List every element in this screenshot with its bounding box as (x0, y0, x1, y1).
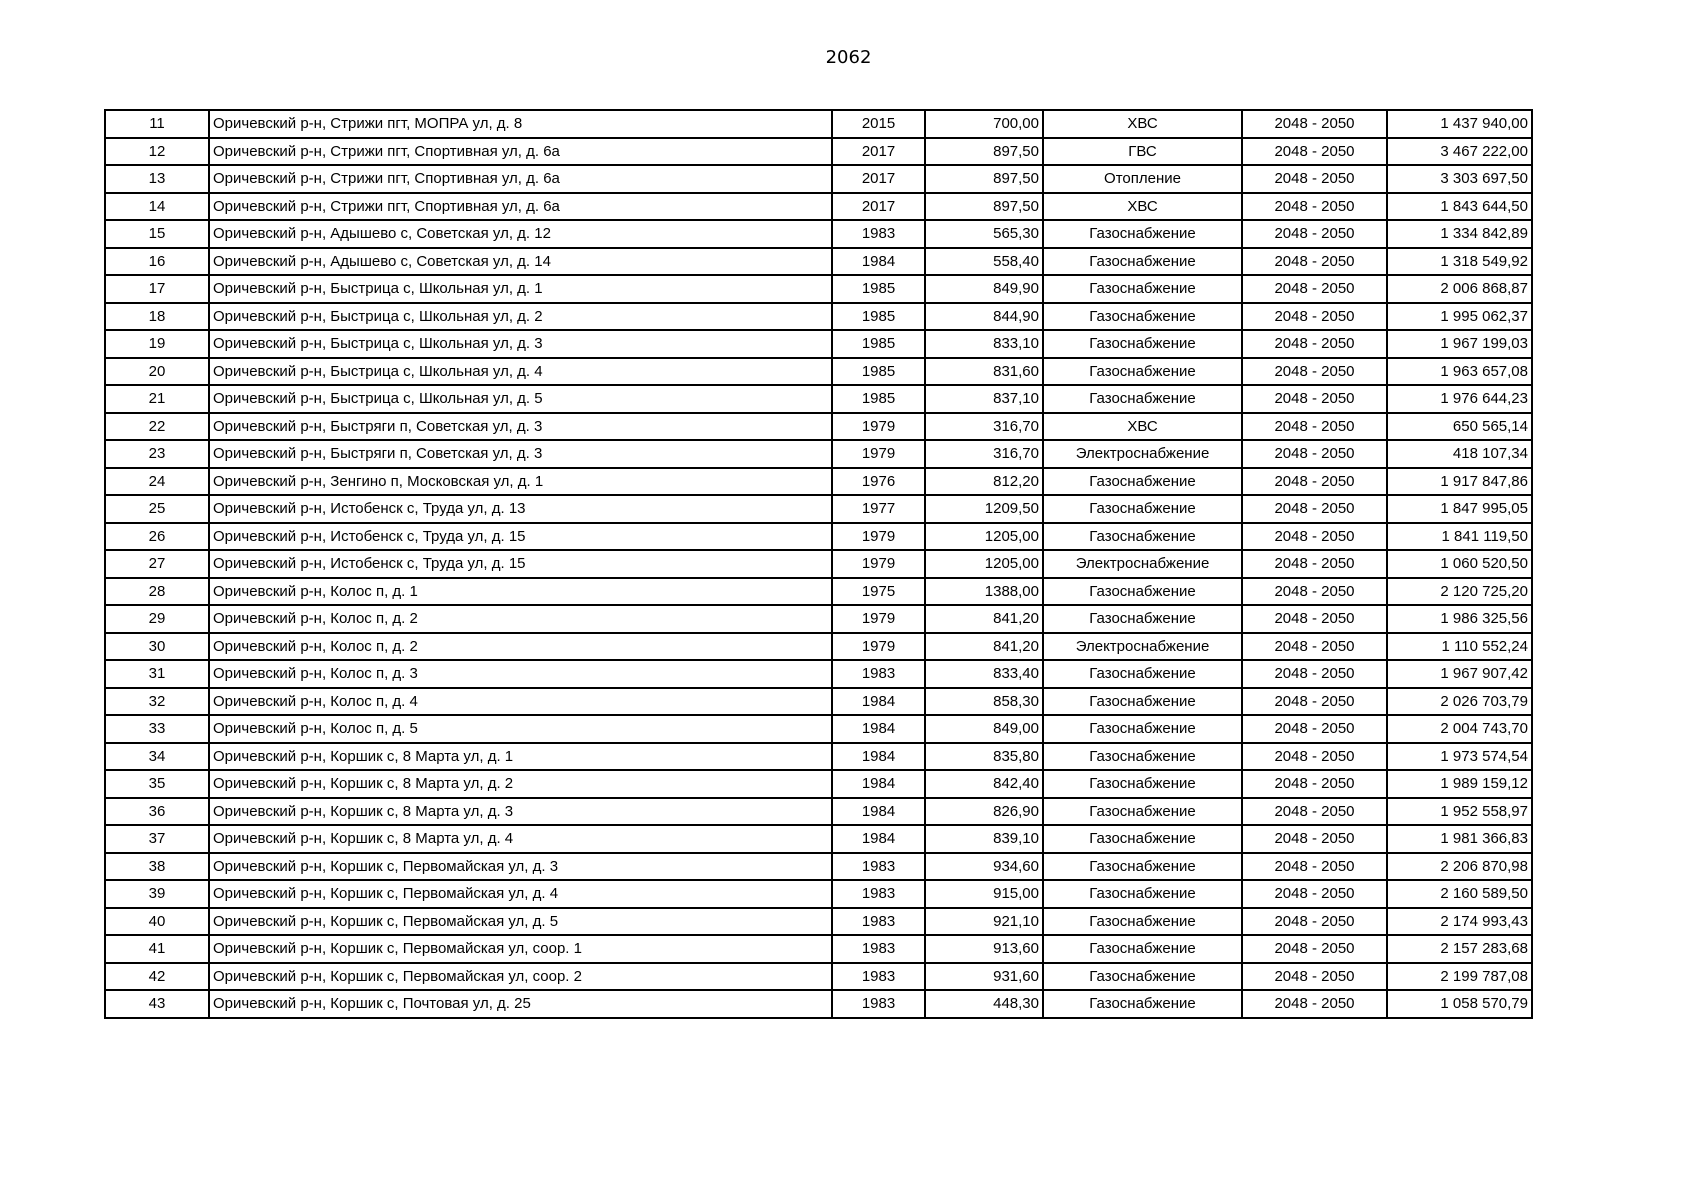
period-cell: 2048 - 2050 (1242, 275, 1387, 303)
area-cell: 700,00 (925, 110, 1043, 138)
table-row (105, 495, 1532, 523)
work-type-cell: Газоснабжение (1043, 743, 1242, 771)
area-cell: 316,70 (925, 440, 1043, 468)
address-cell: Оричевский р-н, Стрижи пгт, Спортивная ул, д. 6а (209, 193, 832, 221)
period-cell: 2048 - 2050 (1242, 935, 1387, 963)
table-row (105, 880, 1532, 908)
cost-cell: 1 058 570,79 (1387, 990, 1532, 1018)
address-cell: Оричевский р-н, Истобенск с, Труда ул, д. 15 (209, 550, 832, 578)
area-cell: 921,10 (925, 908, 1043, 936)
row-number-cell: 13 (105, 165, 209, 193)
period-cell: 2048 - 2050 (1242, 908, 1387, 936)
cost-cell: 1 841 119,50 (1387, 523, 1532, 551)
address-cell: Оричевский р-н, Колос п, д. 1 (209, 578, 832, 606)
row-number-cell: 33 (105, 715, 209, 743)
area-cell: 858,30 (925, 688, 1043, 716)
row-number-cell: 31 (105, 660, 209, 688)
row-number-cell: 28 (105, 578, 209, 606)
area-cell: 841,20 (925, 633, 1043, 661)
work-type-cell: Газоснабжение (1043, 468, 1242, 496)
period-cell: 2048 - 2050 (1242, 715, 1387, 743)
cost-cell: 1 967 199,03 (1387, 330, 1532, 358)
work-type-cell: Газоснабжение (1043, 935, 1242, 963)
address-cell: Оричевский р-н, Адышево с, Советская ул, д. 12 (209, 220, 832, 248)
period-cell: 2048 - 2050 (1242, 880, 1387, 908)
work-type-cell: Газоснабжение (1043, 688, 1242, 716)
work-type-cell: Газоснабжение (1043, 523, 1242, 551)
period-cell: 2048 - 2050 (1242, 193, 1387, 221)
address-cell: Оричевский р-н, Колос п, д. 2 (209, 605, 832, 633)
area-cell: 931,60 (925, 963, 1043, 991)
address-cell: Оричевский р-н, Колос п, д. 5 (209, 715, 832, 743)
address-cell: Оричевский р-н, Коршик с, Первомайская ул, д. 5 (209, 908, 832, 936)
work-type-cell: Газоснабжение (1043, 275, 1242, 303)
cost-cell: 1 976 644,23 (1387, 385, 1532, 413)
work-type-cell: Газоснабжение (1043, 853, 1242, 881)
year-built-cell: 1984 (832, 825, 925, 853)
address-cell: Оричевский р-н, Коршик с, 8 Марта ул, д. 2 (209, 770, 832, 798)
row-number-cell: 12 (105, 138, 209, 166)
table-row (105, 220, 1532, 248)
cost-cell: 2 157 283,68 (1387, 935, 1532, 963)
address-cell: Оричевский р-н, Коршик с, Первомайская ул, соор. 2 (209, 963, 832, 991)
cost-cell: 1 981 366,83 (1387, 825, 1532, 853)
year-built-cell: 2017 (832, 138, 925, 166)
address-cell: Оричевский р-н, Стрижи пгт, Спортивная ул, д. 6а (209, 165, 832, 193)
table-row (105, 358, 1532, 386)
year-built-cell: 1983 (832, 990, 925, 1018)
year-built-cell: 1984 (832, 743, 925, 771)
table-row (105, 935, 1532, 963)
table-row (105, 440, 1532, 468)
area-cell: 849,00 (925, 715, 1043, 743)
address-cell: Оричевский р-н, Коршик с, Первомайская ул, соор. 1 (209, 935, 832, 963)
period-cell: 2048 - 2050 (1242, 605, 1387, 633)
row-number-cell: 23 (105, 440, 209, 468)
year-built-cell: 1984 (832, 248, 925, 276)
cost-cell: 2 026 703,79 (1387, 688, 1532, 716)
row-number-cell: 24 (105, 468, 209, 496)
work-type-cell: Газоснабжение (1043, 330, 1242, 358)
period-cell: 2048 - 2050 (1242, 468, 1387, 496)
period-cell: 2048 - 2050 (1242, 440, 1387, 468)
work-type-cell: Газоснабжение (1043, 660, 1242, 688)
period-cell: 2048 - 2050 (1242, 248, 1387, 276)
year-built-cell: 1984 (832, 798, 925, 826)
work-type-cell: Газоснабжение (1043, 248, 1242, 276)
table-row (105, 165, 1532, 193)
table-row (105, 908, 1532, 936)
table-row (105, 798, 1532, 826)
cost-cell: 1 917 847,86 (1387, 468, 1532, 496)
year-built-cell: 1983 (832, 853, 925, 881)
address-cell: Оричевский р-н, Коршик с, Почтовая ул, д. 25 (209, 990, 832, 1018)
cost-cell: 1 318 549,92 (1387, 248, 1532, 276)
period-cell: 2048 - 2050 (1242, 550, 1387, 578)
address-cell: Оричевский р-н, Колос п, д. 4 (209, 688, 832, 716)
row-number-cell: 42 (105, 963, 209, 991)
area-cell: 897,50 (925, 138, 1043, 166)
period-cell: 2048 - 2050 (1242, 413, 1387, 441)
work-type-cell: Электроснабжение (1043, 550, 1242, 578)
row-number-cell: 15 (105, 220, 209, 248)
table-row (105, 688, 1532, 716)
table-row (105, 578, 1532, 606)
work-type-cell: Газоснабжение (1043, 358, 1242, 386)
area-cell: 897,50 (925, 193, 1043, 221)
cost-cell: 2 174 993,43 (1387, 908, 1532, 936)
table-row (105, 825, 1532, 853)
work-type-cell: Газоснабжение (1043, 880, 1242, 908)
year-built-cell: 1985 (832, 385, 925, 413)
work-type-cell: Газоснабжение (1043, 825, 1242, 853)
row-number-cell: 14 (105, 193, 209, 221)
work-type-cell: Отопление (1043, 165, 1242, 193)
year-built-cell: 1976 (832, 468, 925, 496)
table-row (105, 110, 1532, 138)
row-number-cell: 20 (105, 358, 209, 386)
row-number-cell: 41 (105, 935, 209, 963)
table-row (105, 605, 1532, 633)
table-row (105, 303, 1532, 331)
table-row (105, 770, 1532, 798)
work-type-cell: Газоснабжение (1043, 908, 1242, 936)
address-cell: Оричевский р-н, Быстрица с, Школьная ул, д. 3 (209, 330, 832, 358)
cost-cell: 1 952 558,97 (1387, 798, 1532, 826)
year-built-cell: 1984 (832, 688, 925, 716)
period-cell: 2048 - 2050 (1242, 330, 1387, 358)
table-row (105, 523, 1532, 551)
row-number-cell: 29 (105, 605, 209, 633)
cost-cell: 1 843 644,50 (1387, 193, 1532, 221)
period-cell: 2048 - 2050 (1242, 385, 1387, 413)
work-type-cell: Газоснабжение (1043, 798, 1242, 826)
area-cell: 915,00 (925, 880, 1043, 908)
cost-cell: 1 847 995,05 (1387, 495, 1532, 523)
address-cell: Оричевский р-н, Зенгино п, Московская ул, д. 1 (209, 468, 832, 496)
address-cell: Оричевский р-н, Коршик с, 8 Марта ул, д. 3 (209, 798, 832, 826)
year-built-cell: 2015 (832, 110, 925, 138)
cost-cell: 1 967 907,42 (1387, 660, 1532, 688)
table-row (105, 660, 1532, 688)
year-built-cell: 1975 (832, 578, 925, 606)
table-row (105, 385, 1532, 413)
row-number-cell: 18 (105, 303, 209, 331)
address-cell: Оричевский р-н, Коршик с, 8 Марта ул, д. 1 (209, 743, 832, 771)
cost-cell: 2 120 725,20 (1387, 578, 1532, 606)
cost-cell: 418 107,34 (1387, 440, 1532, 468)
work-type-cell: Электроснабжение (1043, 633, 1242, 661)
area-cell: 837,10 (925, 385, 1043, 413)
year-built-cell: 1983 (832, 220, 925, 248)
period-cell: 2048 - 2050 (1242, 165, 1387, 193)
page-number: 2062 (825, 47, 872, 68)
area-cell: 897,50 (925, 165, 1043, 193)
period-cell: 2048 - 2050 (1242, 495, 1387, 523)
cost-cell: 1 963 657,08 (1387, 358, 1532, 386)
work-type-cell: ХВС (1043, 193, 1242, 221)
work-type-cell: Газоснабжение (1043, 578, 1242, 606)
table-row (105, 715, 1532, 743)
work-type-cell: Газоснабжение (1043, 605, 1242, 633)
period-cell: 2048 - 2050 (1242, 990, 1387, 1018)
year-built-cell: 1983 (832, 908, 925, 936)
work-type-cell: Газоснабжение (1043, 990, 1242, 1018)
area-cell: 448,30 (925, 990, 1043, 1018)
area-cell: 913,60 (925, 935, 1043, 963)
year-built-cell: 1983 (832, 880, 925, 908)
cost-cell: 2 006 868,87 (1387, 275, 1532, 303)
table-row (105, 633, 1532, 661)
year-built-cell: 1984 (832, 715, 925, 743)
area-cell: 833,10 (925, 330, 1043, 358)
table-row (105, 330, 1532, 358)
period-cell: 2048 - 2050 (1242, 770, 1387, 798)
row-number-cell: 43 (105, 990, 209, 1018)
period-cell: 2048 - 2050 (1242, 633, 1387, 661)
period-cell: 2048 - 2050 (1242, 358, 1387, 386)
period-cell: 2048 - 2050 (1242, 578, 1387, 606)
cost-cell: 1 986 325,56 (1387, 605, 1532, 633)
area-cell: 1209,50 (925, 495, 1043, 523)
row-number-cell: 30 (105, 633, 209, 661)
table-row (105, 990, 1532, 1018)
period-cell: 2048 - 2050 (1242, 660, 1387, 688)
row-number-cell: 37 (105, 825, 209, 853)
year-built-cell: 1979 (832, 413, 925, 441)
table-row (105, 743, 1532, 771)
row-number-cell: 25 (105, 495, 209, 523)
area-cell: 841,20 (925, 605, 1043, 633)
row-number-cell: 21 (105, 385, 209, 413)
year-built-cell: 1983 (832, 963, 925, 991)
cost-cell: 1 437 940,00 (1387, 110, 1532, 138)
address-cell: Оричевский р-н, Быстрица с, Школьная ул, д. 5 (209, 385, 832, 413)
cost-cell: 2 160 589,50 (1387, 880, 1532, 908)
row-number-cell: 39 (105, 880, 209, 908)
row-number-cell: 27 (105, 550, 209, 578)
address-cell: Оричевский р-н, Быстрица с, Школьная ул, д. 2 (209, 303, 832, 331)
work-type-cell: Электроснабжение (1043, 440, 1242, 468)
address-cell: Оричевский р-н, Колос п, д. 2 (209, 633, 832, 661)
row-number-cell: 36 (105, 798, 209, 826)
work-type-cell: ГВС (1043, 138, 1242, 166)
work-type-cell: Газоснабжение (1043, 220, 1242, 248)
cost-cell: 1 334 842,89 (1387, 220, 1532, 248)
table-row (105, 853, 1532, 881)
area-cell: 1205,00 (925, 550, 1043, 578)
address-cell: Оричевский р-н, Быстряги п, Советская ул, д. 3 (209, 413, 832, 441)
row-number-cell: 34 (105, 743, 209, 771)
row-number-cell: 11 (105, 110, 209, 138)
period-cell: 2048 - 2050 (1242, 220, 1387, 248)
cost-cell: 1 995 062,37 (1387, 303, 1532, 331)
row-number-cell: 26 (105, 523, 209, 551)
cost-cell: 650 565,14 (1387, 413, 1532, 441)
cost-cell: 1 989 159,12 (1387, 770, 1532, 798)
cost-cell: 2 206 870,98 (1387, 853, 1532, 881)
table-body (105, 110, 1532, 1018)
period-cell: 2048 - 2050 (1242, 688, 1387, 716)
area-cell: 839,10 (925, 825, 1043, 853)
period-cell: 2048 - 2050 (1242, 798, 1387, 826)
area-cell: 826,90 (925, 798, 1043, 826)
period-cell: 2048 - 2050 (1242, 110, 1387, 138)
address-cell: Оричевский р-н, Колос п, д. 3 (209, 660, 832, 688)
period-cell: 2048 - 2050 (1242, 303, 1387, 331)
register-table (104, 109, 1533, 1019)
area-cell: 565,30 (925, 220, 1043, 248)
year-built-cell: 1985 (832, 330, 925, 358)
year-built-cell: 1979 (832, 605, 925, 633)
table-row (105, 275, 1532, 303)
year-built-cell: 1984 (832, 770, 925, 798)
row-number-cell: 19 (105, 330, 209, 358)
year-built-cell: 1979 (832, 440, 925, 468)
year-built-cell: 1979 (832, 550, 925, 578)
area-cell: 844,90 (925, 303, 1043, 331)
address-cell: Оричевский р-н, Быстрица с, Школьная ул, д. 4 (209, 358, 832, 386)
address-cell: Оричевский р-н, Коршик с, Первомайская ул, д. 3 (209, 853, 832, 881)
cost-cell: 3 467 222,00 (1387, 138, 1532, 166)
address-cell: Оричевский р-н, Быстряги п, Советская ул, д. 3 (209, 440, 832, 468)
table-row (105, 248, 1532, 276)
area-cell: 934,60 (925, 853, 1043, 881)
table-row (105, 468, 1532, 496)
work-type-cell: Газоснабжение (1043, 495, 1242, 523)
cost-cell: 1 973 574,54 (1387, 743, 1532, 771)
work-type-cell: Газоснабжение (1043, 770, 1242, 798)
period-cell: 2048 - 2050 (1242, 853, 1387, 881)
area-cell: 835,80 (925, 743, 1043, 771)
cost-cell: 2 199 787,08 (1387, 963, 1532, 991)
area-cell: 558,40 (925, 248, 1043, 276)
address-cell: Оричевский р-н, Истобенск с, Труда ул, д. 15 (209, 523, 832, 551)
period-cell: 2048 - 2050 (1242, 963, 1387, 991)
row-number-cell: 17 (105, 275, 209, 303)
table-row (105, 550, 1532, 578)
row-number-cell: 38 (105, 853, 209, 881)
year-built-cell: 1979 (832, 523, 925, 551)
year-built-cell: 1985 (832, 358, 925, 386)
address-cell: Оричевский р-н, Стрижи пгт, МОПРА ул, д. 8 (209, 110, 832, 138)
table-row (105, 963, 1532, 991)
address-cell: Оричевский р-н, Коршик с, Первомайская ул, д. 4 (209, 880, 832, 908)
area-cell: 833,40 (925, 660, 1043, 688)
period-cell: 2048 - 2050 (1242, 523, 1387, 551)
address-cell: Оричевский р-н, Адышево с, Советская ул, д. 14 (209, 248, 832, 276)
area-cell: 849,90 (925, 275, 1043, 303)
area-cell: 842,40 (925, 770, 1043, 798)
address-cell: Оричевский р-н, Быстрица с, Школьная ул, д. 1 (209, 275, 832, 303)
period-cell: 2048 - 2050 (1242, 743, 1387, 771)
area-cell: 316,70 (925, 413, 1043, 441)
period-cell: 2048 - 2050 (1242, 825, 1387, 853)
row-number-cell: 22 (105, 413, 209, 441)
table-row (105, 413, 1532, 441)
year-built-cell: 1985 (832, 275, 925, 303)
table-row (105, 193, 1532, 221)
cost-cell: 3 303 697,50 (1387, 165, 1532, 193)
address-cell: Оричевский р-н, Коршик с, 8 Марта ул, д. 4 (209, 825, 832, 853)
year-built-cell: 1983 (832, 660, 925, 688)
cost-cell: 2 004 743,70 (1387, 715, 1532, 743)
year-built-cell: 2017 (832, 193, 925, 221)
work-type-cell: Газоснабжение (1043, 385, 1242, 413)
year-built-cell: 1979 (832, 633, 925, 661)
cost-cell: 1 110 552,24 (1387, 633, 1532, 661)
year-built-cell: 1983 (832, 935, 925, 963)
area-cell: 812,20 (925, 468, 1043, 496)
row-number-cell: 32 (105, 688, 209, 716)
year-built-cell: 2017 (832, 165, 925, 193)
work-type-cell: Газоснабжение (1043, 303, 1242, 331)
area-cell: 831,60 (925, 358, 1043, 386)
work-type-cell: Газоснабжение (1043, 963, 1242, 991)
row-number-cell: 16 (105, 248, 209, 276)
cost-cell: 1 060 520,50 (1387, 550, 1532, 578)
row-number-cell: 35 (105, 770, 209, 798)
row-number-cell: 40 (105, 908, 209, 936)
work-type-cell: ХВС (1043, 413, 1242, 441)
year-built-cell: 1985 (832, 303, 925, 331)
address-cell: Оричевский р-н, Истобенск с, Труда ул, д. 13 (209, 495, 832, 523)
area-cell: 1388,00 (925, 578, 1043, 606)
area-cell: 1205,00 (925, 523, 1043, 551)
work-type-cell: Газоснабжение (1043, 715, 1242, 743)
address-cell: Оричевский р-н, Стрижи пгт, Спортивная ул, д. 6а (209, 138, 832, 166)
table-row (105, 138, 1532, 166)
year-built-cell: 1977 (832, 495, 925, 523)
period-cell: 2048 - 2050 (1242, 138, 1387, 166)
work-type-cell: ХВС (1043, 110, 1242, 138)
